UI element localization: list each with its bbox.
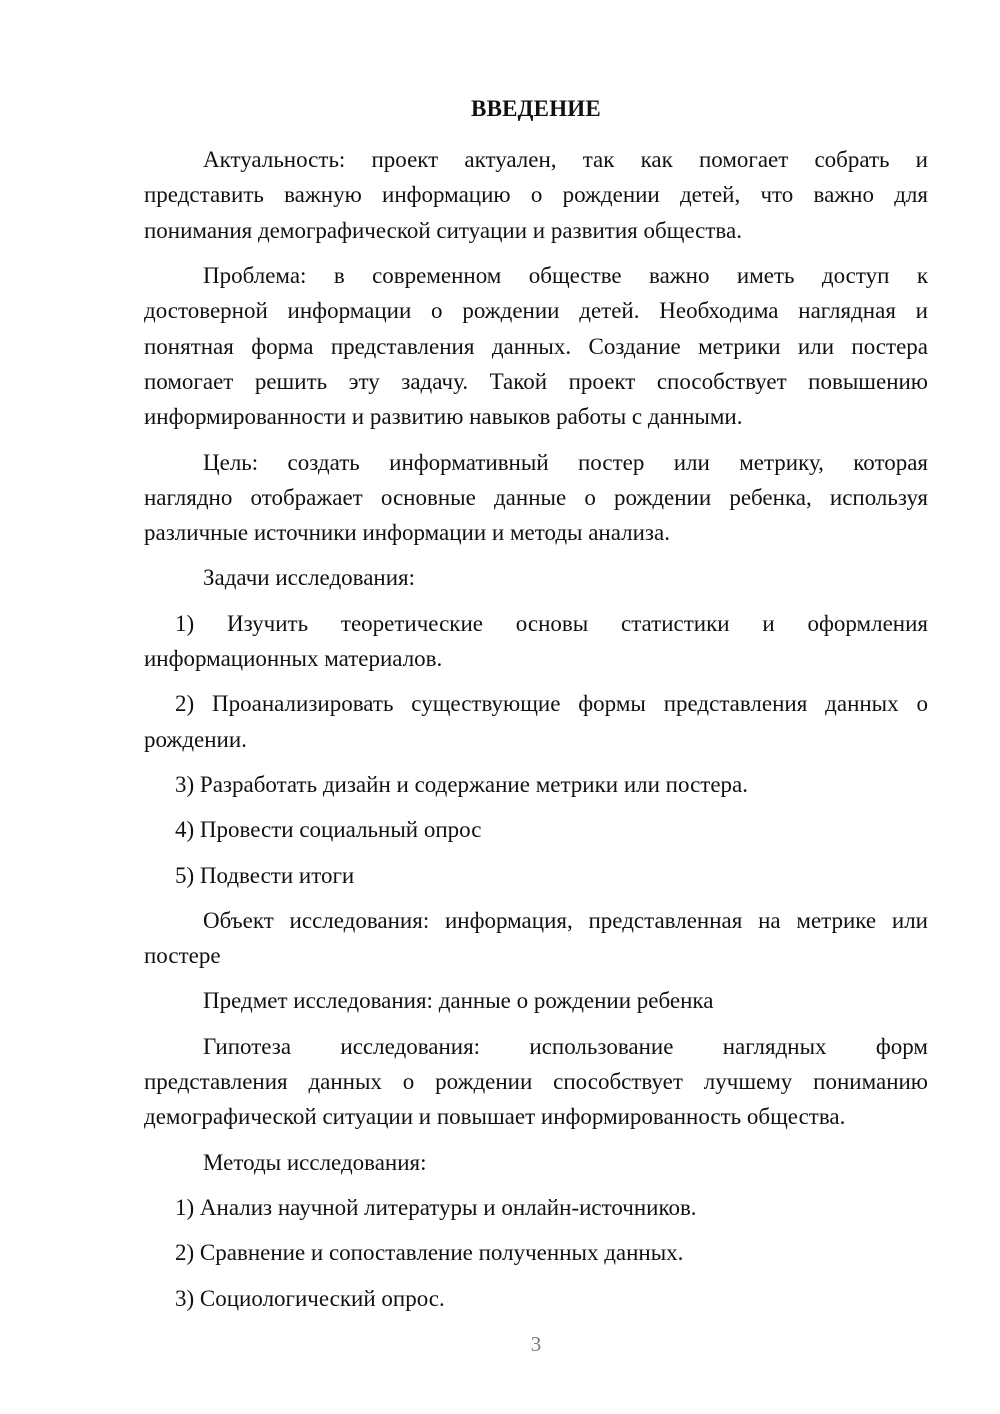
- hypothesis-line-3: демографической ситуации и повышает информированность общества.: [144, 1104, 846, 1129]
- methods-heading: Методы исследования:: [203, 1150, 427, 1175]
- page-number: 3: [530, 1332, 542, 1356]
- task-3: 3) Разработать дизайн и содержание метрики или постера.: [175, 772, 748, 797]
- subject-line: Предмет исследования: данные о рождении ребенка: [203, 988, 714, 1013]
- problem-line-1: Проблема: в современном обществе важно иметь доступ к: [203, 263, 928, 288]
- task-4: 4) Провести социальный опрос: [175, 817, 482, 842]
- actuality-line-1: Актуальность: проект актуален, так как помогает собрать и: [203, 147, 928, 172]
- tasks-heading: Задачи исследования:: [203, 565, 416, 590]
- actuality-line-3: понимания демографической ситуации и развития общества.: [144, 218, 742, 243]
- task-5: 5) Подвести итоги: [175, 863, 355, 888]
- object-line-2: постере: [144, 943, 221, 968]
- method-2: 2) Сравнение и сопоставление полученных данных.: [175, 1240, 684, 1265]
- problem-line-3: понятная форма представления данных. Создание метрики или постера: [144, 334, 928, 359]
- hypothesis-line-2: представления данных о рождении способствует лучшему пониманию: [144, 1069, 928, 1094]
- task-2-line-2: рождении.: [144, 727, 247, 752]
- task-2-line-1: 2) Проанализировать существующие формы представления данных о: [175, 691, 928, 716]
- actuality-line-2: представить важную информацию о рождении детей, что важно для: [144, 182, 928, 207]
- problem-line-5: информированности и развитию навыков работы с данными.: [144, 404, 743, 429]
- goal-line-2: наглядно отображает основные данные о рождении ребенка, используя: [144, 485, 928, 510]
- method-3: 3) Социологический опрос.: [175, 1286, 445, 1311]
- task-1-line-2: информационных материалов.: [144, 646, 443, 671]
- task-1-line-1: 1) Изучить теоретические основы статистики и оформления: [175, 611, 928, 636]
- problem-line-2: достоверной информации о рождении детей. Необходима наглядная и: [144, 298, 928, 323]
- goal-line-3: различные источники информации и методы анализа.: [144, 520, 670, 545]
- page-title: ВВЕДЕНИЕ: [471, 96, 601, 121]
- problem-line-4: помогает решить эту задачу. Такой проект способствует повышению: [144, 369, 928, 394]
- method-1: 1) Анализ научной литературы и онлайн-источников.: [175, 1195, 697, 1220]
- hypothesis-line-1: Гипотеза исследования: использование наглядных форм: [203, 1034, 928, 1059]
- object-line-1: Объект исследования: информация, представленная на метрике или: [203, 908, 928, 933]
- goal-line-1: Цель: создать информативный постер или метрику, которая: [203, 450, 928, 475]
